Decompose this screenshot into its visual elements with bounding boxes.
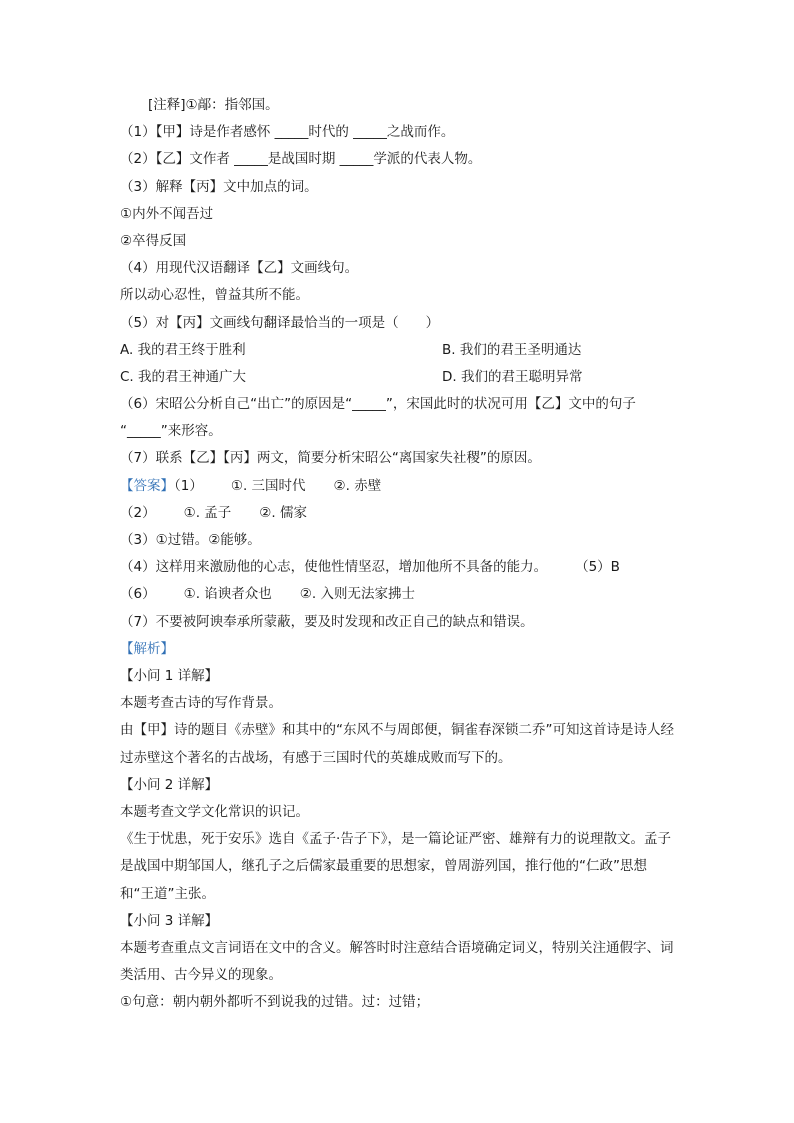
subquestion-2-body: 《生于忧患，死于安乐》选自《孟子·告子下》，是一篇论证严密、雄辩有力的说理散文。孟子是战国中期邹国人，继孔子之后儒家最重要的思想家，曾周游列国，推行他的“仁政”思想和“王道”主张。 — [120, 831, 672, 902]
subquestion-2-title: 【小问 2 详解】 — [120, 776, 219, 793]
answer-label: 【答案】 — [120, 477, 174, 494]
answer-1-part-1: ①. 三国时代 — [230, 477, 306, 494]
question-3: （3）解释【丙】文中加点的词。 — [120, 178, 318, 195]
answer-7: （7）不要被阿谀奉承所蒙蔽，要及时发现和改正自己的缺点和错误。 — [120, 613, 534, 630]
question-4: （4）用现代汉语翻译【乙】文画线句。 — [120, 260, 359, 277]
question-1: （1）【甲】诗是作者感怀 _____时代的 _____之战而作。 — [120, 124, 455, 141]
question-6-line-1: （6）宋昭公分析自己“出亡”的原因是“_____”，宋国此时的状况可用【乙】文中的句子 — [120, 396, 636, 413]
answer-5: （5）B — [575, 559, 620, 576]
answer-6 — [120, 581, 680, 608]
answer-6-part-2: ②. 入则无法家拂士 — [299, 586, 415, 603]
question-3-item-2: ②卒得反国 — [120, 232, 187, 249]
question-5-options-row-1 — [120, 337, 680, 364]
subquestion-3-topic: 本题考查重点文言词语在文中的含义。解答时时注意结合语境确定词义，特别关注通假字、词类活用、古今异义的现象。 — [120, 939, 674, 984]
answer-6-prefix: （6） — [120, 586, 156, 603]
annotation-note: [注释]①鄗：指邻国。 — [148, 97, 279, 113]
subquestion-2-topic: 本题考查文学文化常识的识记。 — [120, 803, 309, 820]
answer-2-part-2: ②. 儒家 — [259, 504, 307, 521]
answer-2 — [120, 500, 680, 527]
option-c: C. 我的君王神通广大 — [120, 368, 247, 385]
option-b: B. 我们的君王圣明通达 — [442, 341, 582, 358]
document-page — [120, 92, 680, 1016]
subquestion-3-title: 【小问 3 详解】 — [120, 912, 219, 929]
question-7: （7）联系【乙】【丙】两文，简要分析宋昭公“离国家失社稷”的原因。 — [120, 450, 541, 467]
question-5-options-row-2 — [120, 364, 680, 391]
answer-2-part-1: ①. 孟子 — [183, 504, 232, 521]
answer-1-prefix: （1） — [174, 477, 203, 494]
answer-4-5 — [120, 554, 680, 581]
answer-4: （4）这样用来激励他的心志，使他性情坚忍，增加他所不具备的能力。 — [120, 559, 548, 576]
subquestion-1-body: 由【甲】诗的题目《赤壁》和其中的“东风不与周郎便，铜雀春深锁二乔”可知这首诗是诗人经过赤壁这个著名的古战场，有感于三国时代的英雄成败而写下的。 — [120, 722, 674, 766]
option-d: D. 我们的君王聪明异常 — [442, 368, 583, 385]
subquestion-1-topic: 本题考查古诗的写作背景。 — [120, 695, 282, 712]
answer-1-part-2: ②. 赤壁 — [333, 477, 382, 494]
question-3-item-1: ①内外不闻吾过 — [120, 205, 214, 222]
question-5: （5）对【丙】文画线句翻译最恰当的一项是（ ） — [120, 314, 440, 331]
answer-6-part-1: ①. 谄谀者众也 — [183, 586, 272, 603]
subquestion-3-item-1: ①句意：朝内朝外都听不到说我的过错。过：过错； — [120, 994, 430, 1011]
analysis-label: 【解析】 — [120, 640, 174, 657]
answer-3: （3）①过错。②能够。 — [120, 532, 261, 548]
question-6-line-2: “_____”来形容。 — [120, 423, 222, 440]
subquestion-1-title: 【小问 1 详解】 — [120, 667, 219, 684]
question-2: （2）【乙】文作者 _____是战国时期 _____学派的代表人物。 — [120, 151, 482, 168]
option-a: A. 我的君王终于胜利 — [120, 341, 246, 358]
answer-2-prefix: （2） — [120, 504, 156, 521]
answer-1 — [120, 473, 680, 500]
question-4-sentence: 所以动心忍性，曾益其所不能。 — [120, 287, 309, 304]
